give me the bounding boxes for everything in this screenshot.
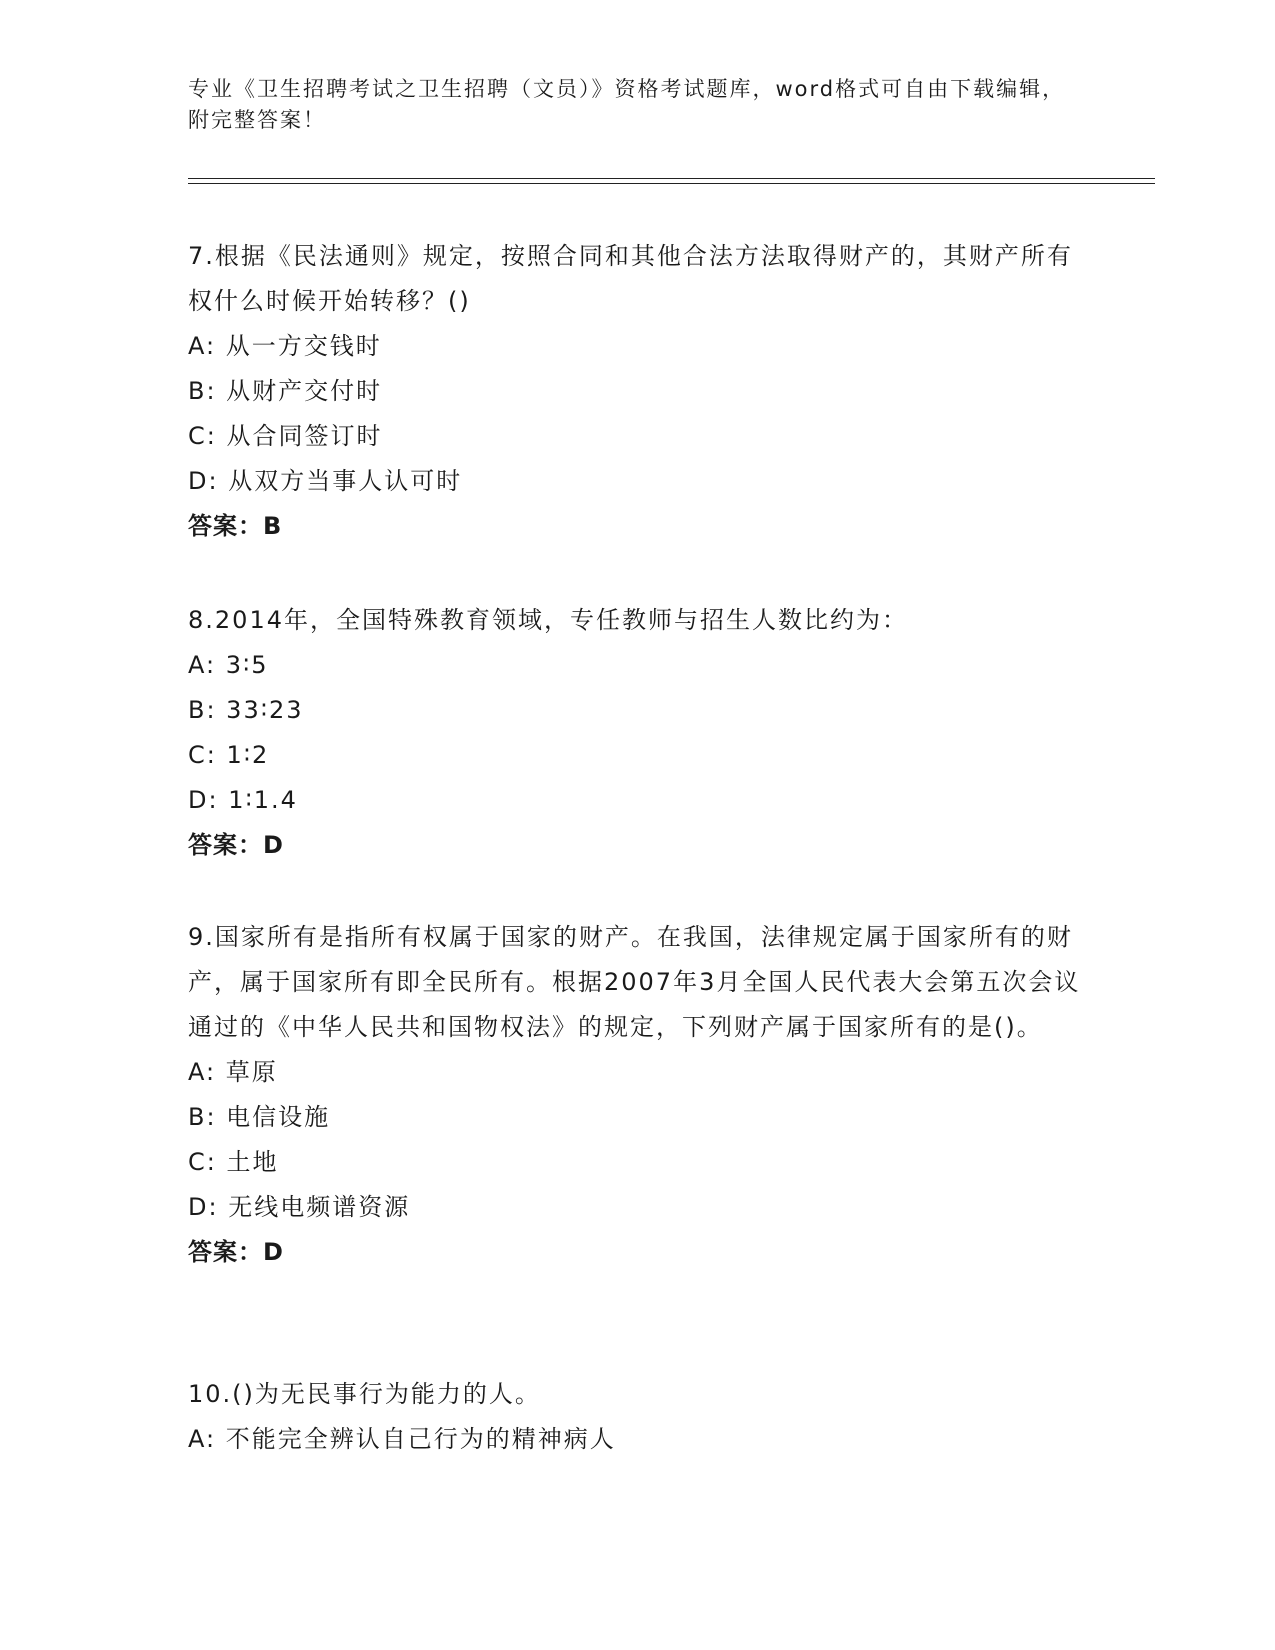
question-7: [188, 234, 1088, 549]
option-a: A: 不能完全辨认自己行为的精神病人: [188, 1425, 616, 1453]
option-b: B: 电信设施: [188, 1103, 331, 1131]
option-a: A: 3∶5: [188, 651, 269, 679]
option-b: B: 从财产交付时: [188, 377, 383, 405]
option-c: C: 从合同签订时: [188, 422, 383, 450]
answer: 答案：D: [188, 1238, 284, 1266]
question-stem: 7.根据《民法通则》规定，按照合同和其他合法方法取得财产的，其财产所有权什么时候开始转移？(): [188, 242, 1073, 315]
answer: 答案：B: [188, 512, 283, 540]
option-d: D: 从双方当事人认可时: [188, 467, 463, 495]
option-c: C: 1∶2: [188, 741, 270, 769]
question-8: [188, 598, 1088, 868]
answer: 答案：D: [188, 831, 284, 859]
option-b: B: 33∶23: [188, 696, 304, 724]
question-stem: 10.()为无民事行为能力的人。: [188, 1380, 541, 1408]
option-d: D: 1∶1.4: [188, 786, 298, 814]
question-stem: 9.国家所有是指所有权属于国家的财产。在我国，法律规定属于国家所有的财产，属于国家所有即全民所有。根据2007年3月全国人民代表大会第五次会议通过的《中华人民共和国物权法》的规定，下列财产属于国家所有的是()。: [188, 923, 1081, 1041]
question-9: [188, 915, 1088, 1275]
document-header: 专业《卫生招聘考试之卫生招聘（文员）》资格考试题库，word格式可自由下载编辑，附完整答案！: [188, 77, 1066, 132]
option-a: A: 从一方交钱时: [188, 332, 382, 360]
option-c: C: 土地: [188, 1148, 279, 1176]
header-divider-bottom: [188, 183, 1155, 184]
question-stem: 8.2014年，全国特殊教育领域，专任教师与招生人数比约为：: [188, 606, 908, 634]
question-10: [188, 1372, 1088, 1462]
header-divider-top: [188, 178, 1155, 179]
option-d: D: 无线电频谱资源: [188, 1193, 411, 1221]
option-a: A: 草原: [188, 1058, 278, 1086]
